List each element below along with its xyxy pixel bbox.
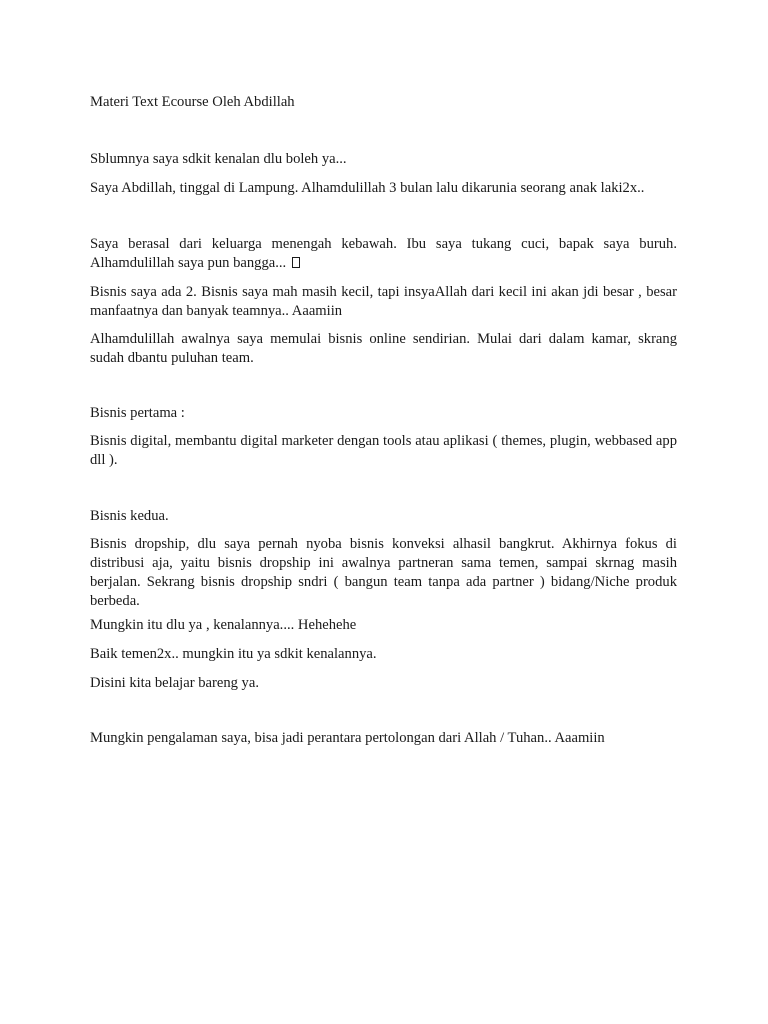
- paragraph-family-text: Saya berasal dari keluarga menengah kebawah. Ibu saya tukang cuci, bapak saya buruh. Alhamdulillah saya pun bangga...: [90, 236, 677, 271]
- paragraph-family: [90, 235, 677, 273]
- paragraph-second-business: Bisnis dropship, dlu saya pernah nyoba bisnis konveksi alhasil bangkrut. Akhirnya fokus di distribusi aja, yaitu bisnis dropship ini awalnya partneran sama temen, sampai skrnag masih berjalan. Sekrang bisnis dropship sndri ( bangun team tanpa ada partner ) bidang/Niche produk berbeda.: [90, 536, 677, 609]
- paragraph-business-count: Bisnis saya ada 2. Bisnis saya mah masih kecil, tapi insyaAllah dari kecil ini akan jdi besar , besar manfaatnya dan banyak teamnya.. Aaamiin: [90, 284, 677, 319]
- paragraph-about-self: Saya Abdillah, tinggal di Lampung. Alhamdulillah 3 bulan lalu dikarunia seorang anak laki2x..: [90, 180, 645, 196]
- heading-second-business: Bisnis kedua.: [90, 508, 169, 524]
- paragraph-first-business: Bisnis digital, membantu digital marketer dengan tools atau aplikasi ( themes, plugin, webbased app dll ).: [90, 433, 677, 468]
- heading-first-business: Bisnis pertama :: [90, 405, 185, 421]
- paragraph-intro: Sblumnya saya sdkit kenalan dlu boleh ya...: [90, 151, 347, 167]
- paragraph-final-prayer: Mungkin pengalaman saya, bisa jadi perantara pertolongan dari Allah / Tuhan.. Aaamiin: [90, 730, 605, 746]
- document-page: [90, 0, 677, 1024]
- paragraph-closing-intro: Mungkin itu dlu ya , kenalannya.... Hehehehe: [90, 617, 357, 633]
- document-title: Materi Text Ecourse Oleh Abdillah: [90, 94, 295, 110]
- paragraph-business-start: Alhamdulillah awalnya saya memulai bisnis online sendirian. Mulai dari dalam kamar, skrang sudah dbantu puluhan team.: [90, 331, 677, 366]
- paragraph-learn-together: Disini kita belajar bareng ya.: [90, 675, 259, 691]
- missing-glyph-icon: [292, 257, 300, 268]
- paragraph-closing-thanks: Baik temen2x.. mungkin itu ya sdkit kenalannya.: [90, 646, 377, 662]
